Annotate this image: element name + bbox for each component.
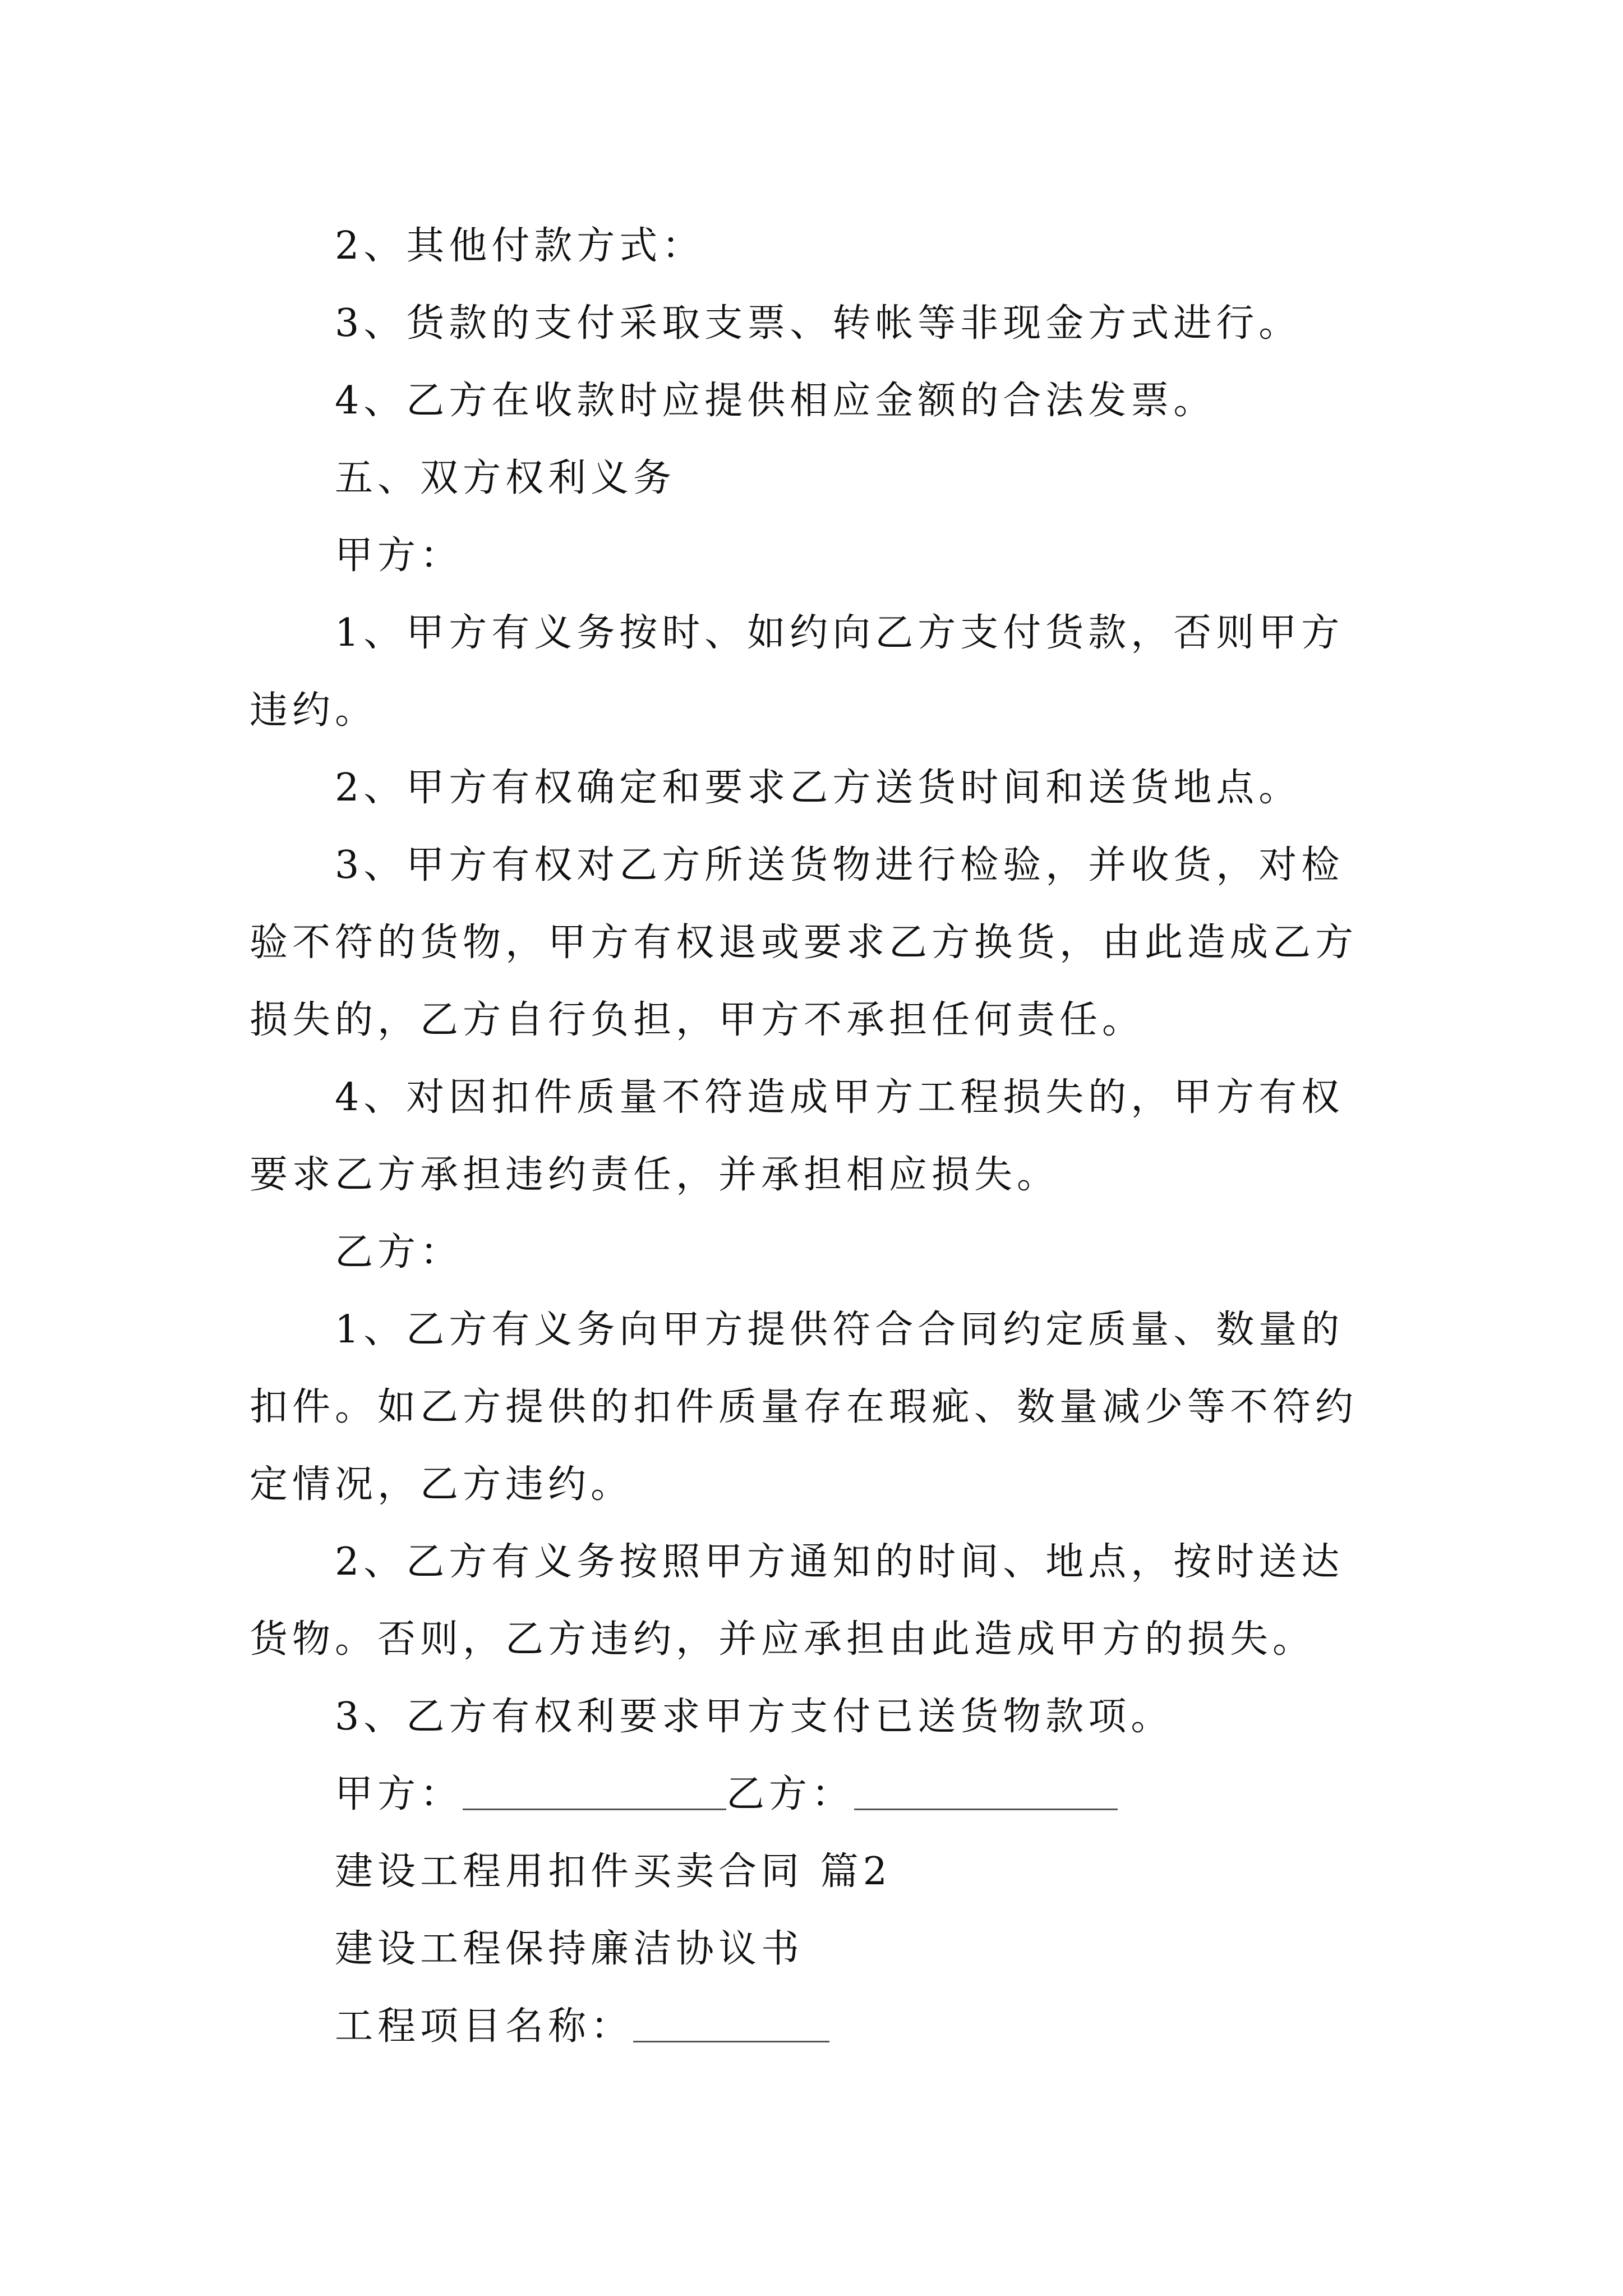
- paragraph: 1、乙方有义务向甲方提供符合合同约定质量、数量的扣件。如乙方提供的扣件质量存在瑕疵、数量减少等不符约定情况，乙方违约。: [250, 1308, 1358, 1507]
- paragraph: 2、乙方有义务按照甲方通知的时间、地点，按时送达货物。否则，乙方违约，并应承担由此造成甲方的损失。: [250, 1540, 1344, 1662]
- party-b-heading: 乙方：: [335, 1230, 463, 1274]
- paragraph: 3、乙方有权利要求甲方支付已送货物款项。: [335, 1695, 1174, 1739]
- paragraph: 2、甲方有权确定和要求乙方送货时间和送货地点。: [335, 766, 1302, 810]
- party-b-signature-label: 乙方：: [726, 1772, 855, 1816]
- section-heading: 五、双方权利义务: [335, 456, 676, 500]
- paragraph: 3、甲方有权对乙方所送货物进行检验，并收货，对检验不符的货物，甲方有权退或要求乙方换货，由此造成乙方损失的，乙方自行负担，甲方不承担任何责任。: [250, 843, 1358, 1042]
- signature-line: [250, 1756, 1382, 1833]
- project-name-blank: [633, 2001, 829, 2042]
- party-a-signature-blank: [463, 1769, 726, 1810]
- paragraph: 1、甲方有义务按时、如约向乙方支付货款，否则甲方违约。: [250, 611, 1344, 733]
- project-name-line: [250, 1988, 1382, 2065]
- section-title: 建设工程用扣件买卖合同 篇2: [335, 1849, 892, 1894]
- project-name-label: 工程项目名称：: [335, 2004, 634, 2049]
- party-a-signature-label: 甲方：: [335, 1772, 463, 1816]
- paragraph: 2、其他付款方式：: [335, 224, 705, 268]
- paragraph: 4、对因扣件质量不符造成甲方工程损失的，甲方有权要求乙方承担违约责任，并承担相应损失。: [250, 1075, 1344, 1197]
- paragraph: 3、货款的支付采取支票、转帐等非现金方式进行。: [335, 301, 1302, 346]
- document-body: [250, 208, 1382, 2065]
- party-a-heading: 甲方：: [335, 533, 463, 578]
- paragraph: 4、乙方在收款时应提供相应金额的合法发票。: [335, 379, 1216, 423]
- party-b-signature-blank: [854, 1769, 1118, 1810]
- agreement-title: 建设工程保持廉洁协议书: [335, 1927, 804, 1971]
